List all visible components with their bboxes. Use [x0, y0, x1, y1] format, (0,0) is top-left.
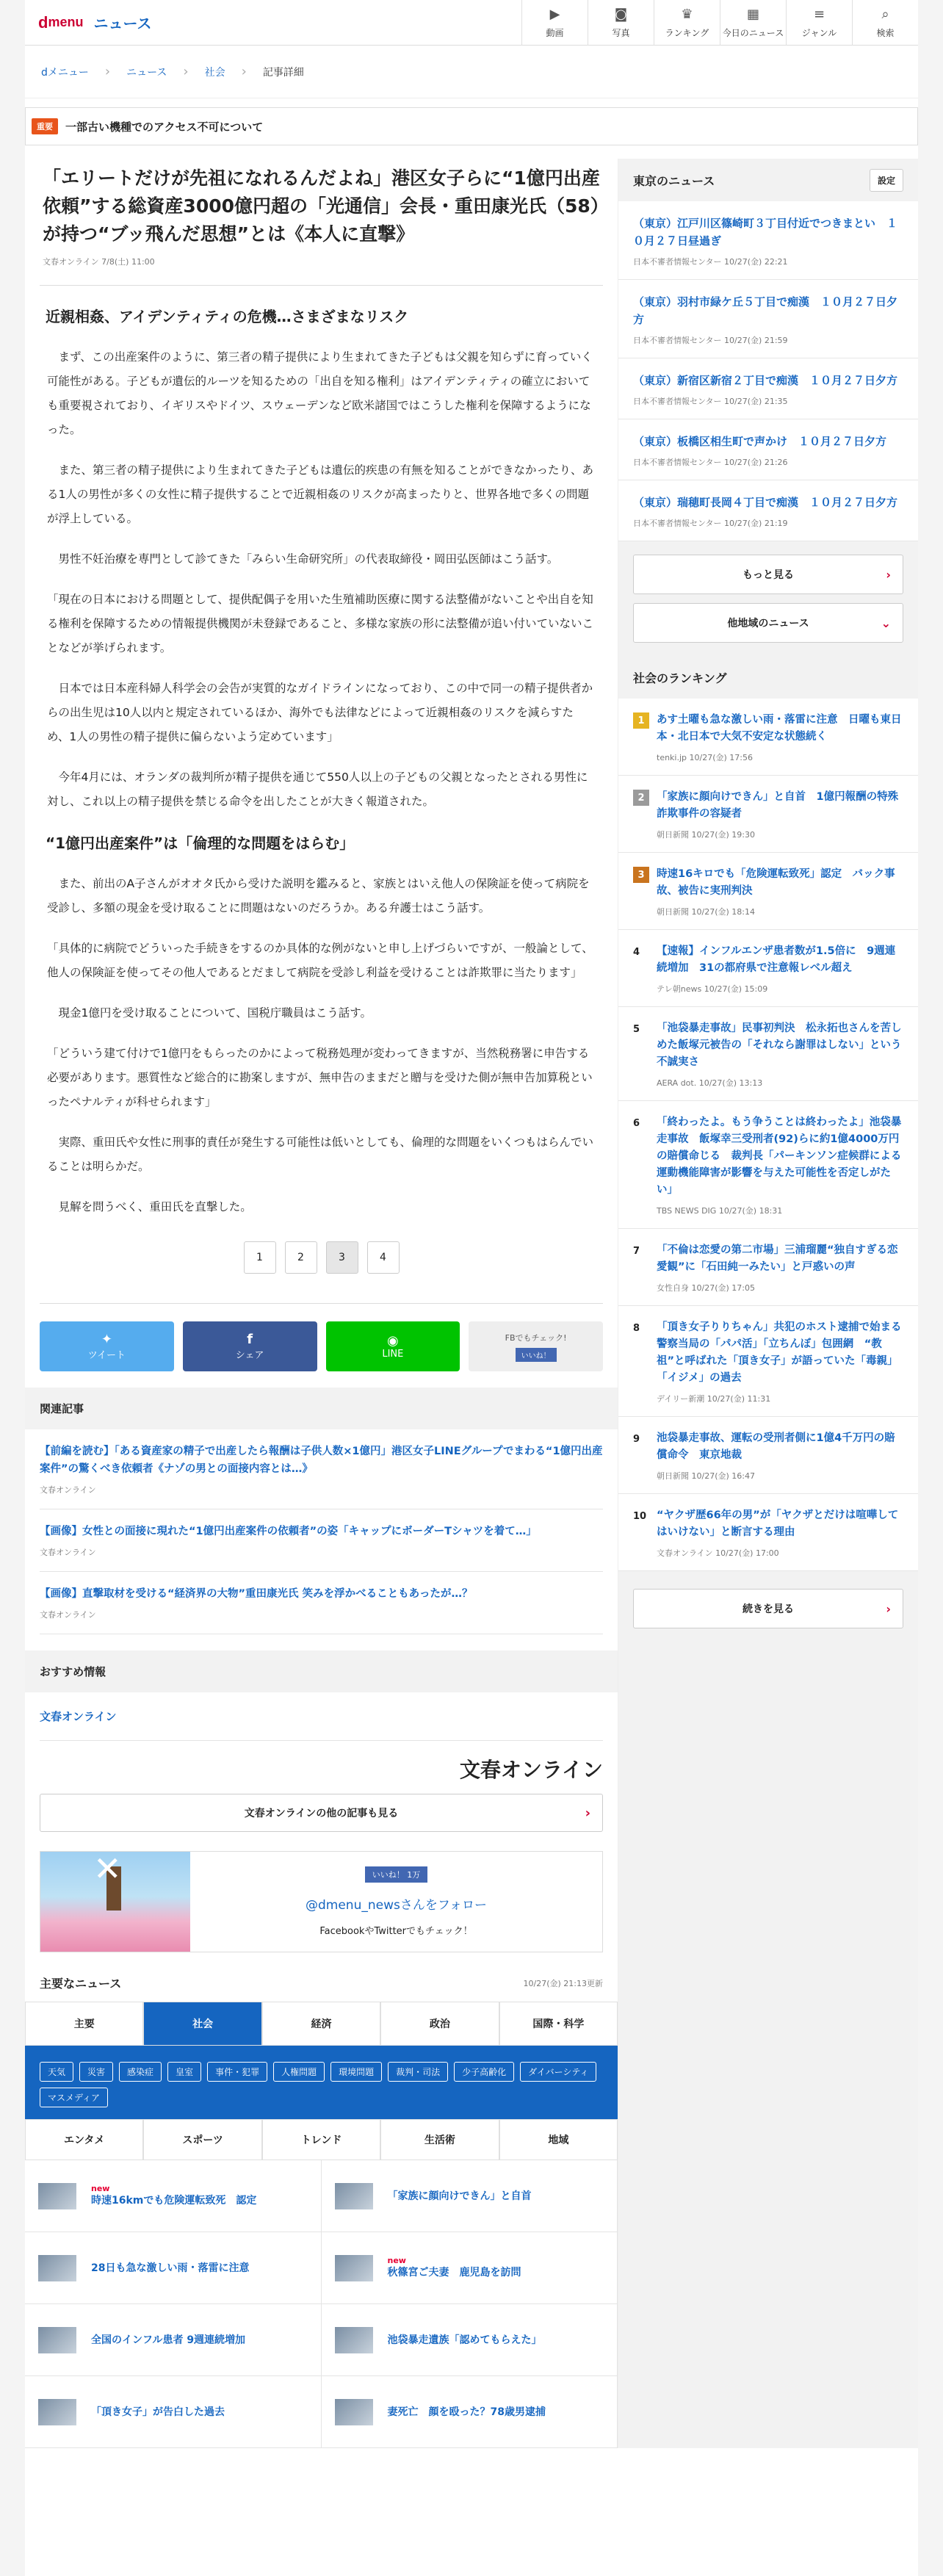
news-title: 28日も急な激しい雨・落雷に注意 — [91, 2262, 250, 2274]
nav-item-4[interactable] — [786, 0, 852, 46]
rank-body — [657, 866, 903, 917]
article-subheading: “1億円出産案件”は「倫理的な問題をはらむ」 — [46, 834, 355, 852]
ranking-source: デイリー新潮 10/27(金) 11:31 — [657, 1394, 771, 1404]
logo-menu: menu — [48, 15, 84, 29]
topic-tag[interactable]: 人権問題 — [273, 2062, 325, 2082]
ranking-item — [618, 930, 918, 1007]
genre-tab-3[interactable]: 生活術 — [380, 2119, 499, 2160]
related-list — [40, 1429, 603, 1634]
related-source: 文春オンライン — [40, 1548, 96, 1557]
search-icon: ⌕ — [881, 6, 889, 22]
chevron-right-icon: › — [886, 567, 891, 582]
ranking-item — [618, 853, 918, 930]
facebook-share-button[interactable] — [183, 1321, 317, 1371]
follow-box — [40, 1851, 603, 1952]
major-news-item[interactable] — [25, 2160, 322, 2232]
chevron-right-icon: › — [886, 1601, 891, 1616]
rank-number: 4 — [633, 946, 640, 958]
genre-icon: ≡ — [813, 6, 825, 22]
tokyo-news-item — [618, 358, 918, 419]
article-paragraph: また、前出のA子さんがオオタ氏から受けた説明を鑑みると、家族とはいえ他人の保険証を使って病院を受診し、多額の現金を受け取ることに問題はないのだろうか。ある弁護士はこう話す。 — [47, 877, 590, 914]
ranking-more-button[interactable] — [633, 1589, 903, 1628]
news-title-wrap — [388, 2189, 532, 2204]
news-thumbnail — [38, 2327, 76, 2353]
settings-button[interactable]: 設定 — [870, 169, 903, 192]
rank-number: 5 — [633, 1023, 640, 1035]
page-link-4[interactable]: 4 — [367, 1241, 400, 1274]
facebook-icon: f — [247, 1332, 253, 1347]
article-paragraph: 「具体的に病院でどういった手続きをするのか具体的な例がないと申し上げづらいですが、一般論として、他人の保険証を使ってその他人であるとだまして病院を受診し利益を受けることは詐欺罪に当たります」 — [47, 942, 593, 979]
related-link[interactable]: 【前編を読む】「ある資産家の精子で出産したら報酬は子供人数×1億円」港区女子LINEグループでまわる“1億円出産案件”の驚くべき依頼者《ナゾの男との面接内容とは…》 — [40, 1446, 603, 1475]
article-paragraph: 見解を問うべく、重田氏を直撃した。 — [58, 1200, 252, 1213]
line-share-label: LINE — [382, 1349, 404, 1360]
ranking-link[interactable]: 【速報】インフルエンザ患者数が1.5倍に 9週連続増加 31の都府県で注意報レベル超え — [657, 945, 896, 974]
major-news-header — [40, 1974, 603, 1991]
related-item — [40, 1429, 603, 1509]
nav-item-1[interactable] — [588, 0, 654, 46]
ranking-list — [618, 699, 918, 1571]
bunshun-more-label: 文春オンラインの他の記事も見る — [244, 1808, 399, 1819]
major-news-item[interactable] — [322, 2304, 618, 2376]
tab-0[interactable]: 主要 — [25, 2002, 143, 2046]
logo-news: ニュース — [93, 15, 152, 32]
topic-tag[interactable]: 事件・犯罪 — [207, 2062, 267, 2082]
ranking-link[interactable]: 「家族に顔向けできん」と自首 1億円報酬の特殊詐欺事件の容疑者 — [657, 791, 899, 820]
rank-body — [657, 1507, 903, 1559]
more-label: もっと見る — [743, 569, 794, 581]
tokyo-news-source: 日本不審者情報センター 10/27(金) 21:19 — [633, 519, 788, 528]
rank-number: 8 — [633, 1322, 640, 1334]
recommend-link[interactable]: 文春オンライン — [40, 1692, 603, 1741]
video-icon: ▶ — [549, 6, 560, 22]
article-paragraph: 「どういう建て付けで1億円をもらったのかによって税務処理が変わってきますが、当然税務署に申告する必要があります。悪質性など総合的に勘案しますが、無申告のままだと贈与を受けた側が無申告加算税といったペナルティが科せられます」 — [47, 1047, 593, 1108]
genre-tab-4[interactable]: 地域 — [499, 2119, 618, 2160]
ranking-more-label: 続きを見る — [743, 1603, 794, 1615]
calendar-icon: ▦ — [746, 6, 759, 22]
major-news-item[interactable] — [322, 2376, 618, 2448]
tokyo-news-source: 日本不審者情報センター 10/27(金) 21:26 — [633, 458, 788, 467]
article-paragraph: 今年4月には、オランダの裁判所が精子提供を通じて550人以上の子どもの父親となったとされる男性に対し、これ以上の精子提供を禁じる命令を出したことが大きく報道された。 — [47, 771, 588, 808]
article-title: 「エリートだけが先祖になれるんだよね」港区女子らに“1億円出産依頼”する総資産3000億円超の「光通信」会長・重田康光氏（58）が持つ“ブッ飛んだ思想”とは《本人に直撃》 — [43, 167, 600, 245]
topic-tag[interactable]: マスメディア — [40, 2088, 108, 2107]
rank-number: 10 — [633, 1510, 647, 1522]
tokyo-news-link[interactable]: （東京）羽村市緑ケ丘５丁目で痴漢 １０月２７日夕方 — [633, 295, 898, 326]
header-nav — [521, 0, 918, 46]
tokyo-news-link[interactable]: （東京）新宿区新宿２丁目で痴漢 １０月２７日夕方 — [633, 374, 898, 387]
article-body-1 — [40, 345, 603, 814]
news-title-wrap — [91, 2333, 245, 2348]
major-news-item[interactable] — [25, 2232, 322, 2304]
page — [25, 0, 918, 2576]
ranking-link[interactable]: あす土曜も急な激しい雨・落雷に注意 日曜も東日本・北日本で大気不安定な状態続く — [657, 714, 902, 743]
tokyo-news-list — [618, 201, 918, 541]
genre-tab-0[interactable]: エンタメ — [25, 2119, 143, 2160]
recommend-heading: おすすめ情報 — [25, 1650, 618, 1692]
pagination — [40, 1241, 603, 1274]
rank-number: 7 — [633, 1245, 640, 1257]
related-heading: 関連記事 — [25, 1388, 618, 1429]
ranking-source: 朝日新聞 10/27(金) 19:30 — [657, 830, 755, 840]
new-badge: new — [387, 2255, 406, 2265]
sidebar — [618, 159, 918, 2448]
ranking-source: 女性自身 10/27(金) 17:05 — [657, 1283, 755, 1293]
nav-label: 検索 — [876, 27, 895, 38]
news-title-wrap — [91, 2405, 225, 2420]
tokyo-news-source: 日本不審者情報センター 10/27(金) 21:35 — [633, 397, 788, 406]
dmenu-news-logo[interactable] — [25, 12, 521, 33]
page-link-1[interactable]: 1 — [244, 1241, 276, 1274]
ranking-source: テレ朝news 10/27(金) 15:09 — [657, 984, 768, 994]
article-paragraph: 「現在の日本における問題として、提供配偶子を用いた生殖補助医療に関する法整備がないことや出自を知る権利を保障するための情報提供機関が未登録であること、多様な家族の形に法整備が追い付いていないことなどが挙げられます。 — [47, 593, 594, 654]
ranking-item — [618, 1229, 918, 1306]
article-body-2 — [40, 872, 603, 1219]
ranking-header — [618, 656, 918, 699]
genre-tab-1[interactable]: スポーツ — [143, 2119, 261, 2160]
major-news-updated: 10/27(金) 21:13更新 — [523, 1978, 603, 1988]
tokyo-news-item — [618, 480, 918, 541]
ranking-item — [618, 699, 918, 776]
related-link[interactable]: 【画像】直撃取材を受ける“経済界の大物”重田康光氏 笑みを浮かべることもあったが…？ — [40, 1588, 473, 1600]
follow-text — [190, 1852, 602, 1952]
news-title-wrap — [91, 2184, 256, 2208]
follow-account-link[interactable]: @dmenu_newsさんをフォロー — [305, 1898, 487, 1913]
news-title: 妻死亡 顔を殴った？78歳男逮捕 — [387, 2406, 546, 2418]
facebook-share-label: シェア — [235, 1350, 264, 1361]
major-news-grid — [25, 2160, 618, 2448]
windmill-icon — [106, 1866, 121, 1911]
ranking-source: TBS NEWS DIG 10/27(金) 18:31 — [657, 1206, 783, 1216]
site-header — [25, 0, 918, 46]
rank-body — [657, 789, 903, 840]
tokyo-news-item — [618, 201, 918, 280]
major-news-item[interactable] — [25, 2376, 322, 2448]
nav-label: 今日のニュース — [722, 27, 784, 38]
news-thumbnail — [335, 2399, 373, 2425]
ranking-source: tenki.jp 10/27(金) 17:56 — [657, 753, 753, 762]
article-paragraph: 現金1億円を受け取ることについて、国税庁職員はこう話す。 — [58, 1006, 372, 1020]
rank-body — [657, 943, 903, 995]
topic-tag[interactable]: 天気 — [40, 2062, 73, 2082]
twitter-share-label: ツイート — [87, 1350, 126, 1361]
topic-tags — [25, 2046, 618, 2119]
nav-item-3[interactable] — [720, 0, 786, 46]
nav-label: ランキング — [665, 27, 709, 38]
news-title-wrap — [388, 2256, 521, 2280]
breadcrumb — [25, 46, 918, 98]
tokyo-news-link[interactable]: （東京）瑞穂町長岡４丁目で痴漢 １０月２７日夕方 — [633, 496, 898, 509]
follow-sub: FacebookやTwitterでもチェック！ — [319, 1926, 473, 1937]
important-notice[interactable] — [25, 107, 918, 145]
twitter-icon: ✦ — [101, 1332, 112, 1347]
news-title: 秋篠宮ご夫妻 鹿児島を訪問 — [387, 2266, 521, 2279]
tokyo-news-link[interactable]: （東京）板橋区相生町で声かけ １０月２７日夕方 — [633, 435, 887, 448]
topic-tag[interactable]: 裁判・司法 — [388, 2062, 448, 2082]
tokyo-news-header — [618, 159, 918, 201]
ranking-source: 朝日新聞 10/27(金) 16:47 — [657, 1471, 755, 1481]
tokyo-news-item — [618, 419, 918, 480]
rank-number: 9 — [633, 1433, 640, 1445]
news-title: 池袋暴走遺族「認めてもらえた」 — [387, 2334, 542, 2346]
chevron-right-icon: › — [183, 64, 189, 79]
content — [25, 159, 918, 2448]
main-column — [25, 159, 618, 2448]
ranking-icon: ♛ — [681, 6, 693, 22]
other-region-button[interactable] — [633, 603, 903, 643]
article-paragraph: 実際、重田氏や女性に刑事的責任が発生する可能性は低いとしても、倫理的な問題をいくつもはらんでいることは明らかだ。 — [47, 1136, 594, 1173]
ranking-item — [618, 1494, 918, 1571]
fb-check-label: FBでもチェック! — [505, 1332, 567, 1343]
ranking-link[interactable]: 「頂き女子りりちゃん」共犯のホスト逮捕で始まる警察当局の「パパ活」「立ちんぼ」包囲網 “教祖”と呼ばれた「頂き女子」が語っていた「毒親」「イジメ」の過去 — [657, 1321, 902, 1384]
tokyo-news-link[interactable]: （東京）江戸川区篠崎町３丁目付近でつきまとい １０月２７日昼過ぎ — [633, 217, 898, 248]
related-link[interactable]: 【画像】女性との面接に現れた“1億円出産案件の依頼者”の姿「キャップにボーダーTシャツを着て…」 — [40, 1526, 537, 1537]
ranking-source: AERA dot. 10/27(金) 13:13 — [657, 1078, 763, 1088]
tokyo-news-source: 日本不審者情報センター 10/27(金) 21:59 — [633, 336, 788, 345]
windmill-flower-image — [40, 1852, 190, 1952]
logo-d: d — [38, 12, 48, 32]
article-paragraph: 日本では日本産科婦人科学会の会告が実質的なガイドラインになっており、この中で同一の精子提供者からの出生児は10人以内と規定されているほか、海外でも法律などによって近親相姦のリスクを減らすため、1人の男性の精子提供に偏らないよう定めています」 — [47, 682, 593, 743]
news-thumbnail — [335, 2183, 373, 2209]
rank-number: 3 — [633, 867, 649, 883]
bunshun-more-button[interactable] — [40, 1794, 603, 1832]
nav-label: 動画 — [546, 27, 564, 38]
rank-body — [657, 1020, 903, 1089]
tokyo-news-item — [618, 280, 918, 358]
related-source: 文春オンライン — [40, 1610, 96, 1620]
news-title: 全国のインフル患者 9週連続増加 — [91, 2334, 246, 2346]
fb-like-button[interactable]: いいね！ — [516, 1348, 557, 1362]
rank-body — [657, 1242, 903, 1294]
ranking-item — [618, 1101, 918, 1229]
ranking-item — [618, 1417, 918, 1494]
major-news-heading: 主要なニュース — [40, 1977, 122, 1991]
rank-number: 6 — [633, 1117, 640, 1129]
breadcrumb-society[interactable]: 社会 — [204, 66, 225, 79]
major-news-tabs — [25, 2002, 618, 2046]
chevron-right-icon: › — [104, 64, 111, 79]
line-share-button[interactable] — [326, 1321, 460, 1371]
news-title: 時速16kmでも危険運転致死 認定 — [91, 2194, 257, 2207]
article-paragraph: まず、この出産案件のように、第三者の精子提供により生まれてきた子どもは父親を知らずに育っていく可能性がある。子どもが遺伝的ルーツを知るための「出自を知る権利」はアイデンティティの確立においても重要視されており、イギリスやドイツ、スウェーデンなど欧米諸国ではこうした権利を保障するようになった。 — [47, 350, 593, 436]
news-thumbnail — [335, 2255, 373, 2281]
nav-item-0[interactable] — [521, 0, 588, 46]
page-link-3[interactable]: 3 — [326, 1241, 358, 1274]
tab-2[interactable]: 経済 — [262, 2002, 380, 2046]
news-title-wrap — [388, 2333, 542, 2348]
news-title: 「家族に顔向けできん」と自首 — [387, 2190, 532, 2202]
news-thumbnail — [38, 2255, 76, 2281]
notice-badge: 重要 — [32, 118, 58, 134]
ranking-item — [618, 1007, 918, 1101]
rank-body — [657, 1319, 903, 1404]
ranking-link[interactable]: 「池袋暴走事故」民事初判決 松永拓也さんを苦しめた飯塚元被告の「それなら謝罪はしない」という不誠実さ — [657, 1022, 902, 1068]
page-link-2[interactable]: 2 — [285, 1241, 317, 1274]
more-button[interactable] — [633, 555, 903, 594]
breadcrumb-current: 記事詳細 — [262, 66, 304, 79]
article-paragraph: 男性不妊治療を専門として診てきた「みらい生命研究所」の代表取締役・岡田弘医師はこう話す。 — [58, 552, 559, 566]
ranking-item — [618, 1306, 918, 1417]
news-thumbnail — [38, 2183, 76, 2209]
topic-tag[interactable]: 感染症 — [119, 2062, 162, 2082]
topic-tag[interactable]: 皇室 — [167, 2062, 201, 2082]
ranking-heading: 社会のランキング — [633, 671, 727, 685]
divider — [40, 285, 603, 286]
major-news-item[interactable] — [322, 2160, 618, 2232]
twitter-share-button[interactable] — [40, 1321, 174, 1371]
news-title: 「頂き女子」が告白した過去 — [91, 2406, 225, 2418]
rank-number: 1 — [633, 712, 649, 729]
fb-check-box — [469, 1321, 603, 1371]
tab-3[interactable]: 政治 — [380, 2002, 499, 2046]
related-item — [40, 1572, 603, 1634]
chevron-down-icon: ⌄ — [881, 616, 891, 630]
notice-text: 一部古い機種でのアクセス不可について — [65, 120, 264, 134]
article-paragraph: また、第三者の精子提供により生まれてきた子どもは遺伝的疾患の有無を知ることができなかったり、ある1人の男性が多くの女性に精子提供することで近親相姦のリスクが高まったりと、世界各地で多くの問題が浮上している。 — [47, 463, 594, 525]
genre-tabs — [25, 2119, 618, 2160]
topic-tag[interactable]: ダイバーシティ — [520, 2062, 596, 2082]
bunshun-logo: 文春オンライン — [459, 1758, 603, 1782]
news-thumbnail — [335, 2327, 373, 2353]
rank-body — [657, 712, 903, 763]
nav-label: ジャンル — [801, 27, 837, 38]
tokyo-news-source: 日本不審者情報センター 10/27(金) 22:21 — [633, 257, 788, 267]
ranking-source: 朝日新聞 10/27(金) 18:14 — [657, 907, 755, 917]
rank-body — [657, 1114, 903, 1216]
ranking-link[interactable]: 時速16キロでも「危険運転致死」認定 バック事故、被告に実刑判決 — [657, 868, 895, 897]
rank-number: 2 — [633, 790, 649, 806]
topic-tag[interactable]: 少子高齢化 — [454, 2062, 514, 2082]
news-title-wrap — [388, 2405, 546, 2420]
ranking-link[interactable]: 「不倫は恋愛の第二市場」三浦瑠麗“独自すぎる恋愛観”に「石田純一みたい」と戸惑いの声 — [657, 1244, 898, 1273]
ranking-link[interactable]: 池袋暴走事故、運転の受刑者側に1億4千万円の賠償命令 東京地裁 — [657, 1432, 895, 1461]
news-title-wrap — [91, 2261, 249, 2276]
ranking-link[interactable]: “ヤクザ歴66年の男”が「ヤクザとだけは喧嘩してはいけない」と断言する理由 — [657, 1509, 899, 1538]
rank-body — [657, 1430, 903, 1482]
other-region-label: 他地域のニュース — [727, 618, 809, 629]
ranking-item — [618, 776, 918, 853]
chevron-right-icon: › — [241, 64, 247, 79]
new-badge: new — [91, 2183, 110, 2193]
ranking-source: 文春オンライン 10/27(金) 17:00 — [657, 1548, 779, 1558]
tab-4[interactable]: 国際・科学 — [499, 2002, 618, 2046]
nav-item-2[interactable] — [654, 0, 720, 46]
line-icon: ◉ — [387, 1333, 399, 1349]
major-news-item[interactable] — [25, 2304, 322, 2376]
nav-label: 写真 — [612, 27, 630, 38]
ranking-link[interactable]: 「終わったよ。もう争うことは終わったよ」池袋暴走事故 飯塚幸三受刑者(92)らに約1億4000万円の賠償命じる 裁判長「パーキンソン症候群による運動機能障害が影響を与えた可能性を否定しがたい」 — [657, 1116, 902, 1196]
related-item — [40, 1509, 603, 1572]
share-bar — [40, 1303, 603, 1371]
breadcrumb-dmenu[interactable]: dメニュー — [41, 66, 89, 79]
news-thumbnail — [38, 2399, 76, 2425]
topic-tag[interactable]: 環境問題 — [330, 2062, 382, 2082]
chevron-right-icon: › — [585, 1805, 590, 1821]
tokyo-news-heading: 東京のニュース — [633, 173, 715, 188]
article-subheading: 近親相姦、アイデンティティの危機…さまざまなリスク — [46, 308, 409, 325]
fb-like-count-button[interactable]: いいね！ 1万 — [365, 1866, 428, 1883]
major-news-item[interactable] — [322, 2232, 618, 2304]
topic-tag[interactable]: 災害 — [79, 2062, 113, 2082]
related-source: 文春オンライン — [40, 1485, 96, 1495]
camera-icon: ◙ — [614, 6, 628, 22]
genre-tab-2[interactable]: トレンド — [262, 2119, 380, 2160]
breadcrumb-news[interactable]: ニュース — [126, 66, 167, 79]
tab-1[interactable]: 社会 — [143, 2002, 261, 2046]
article-byline: 文春オンライン 7/8(土) 11:00 — [43, 257, 155, 267]
nav-item-5[interactable] — [852, 0, 918, 46]
